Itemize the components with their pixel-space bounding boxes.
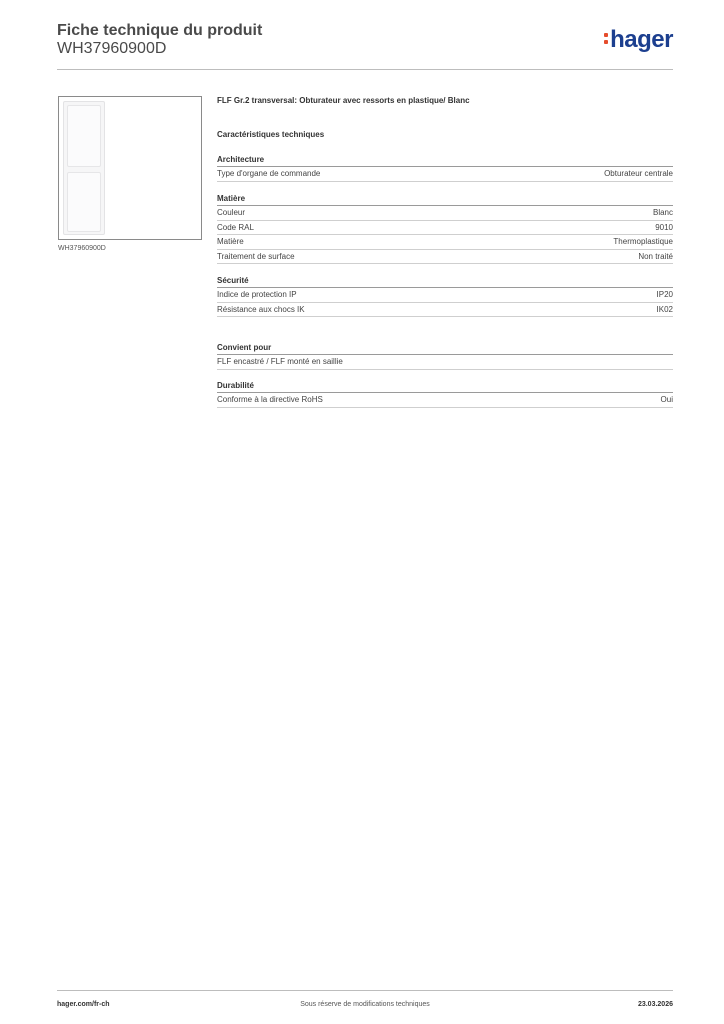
spec-row bbox=[217, 206, 673, 221]
shutter-icon bbox=[63, 101, 105, 235]
spec-value: 9010 bbox=[655, 222, 673, 232]
footer-date: 23.03.2026 bbox=[637, 1001, 673, 1008]
footer-notice: Sous réserve de modifications techniques bbox=[300, 1001, 430, 1008]
spec-row bbox=[217, 303, 673, 318]
image-caption: WH37960900D bbox=[58, 245, 106, 252]
spec-value: IK02 bbox=[656, 304, 673, 314]
group-title: Convient pour bbox=[217, 341, 673, 355]
product-code: WH37960900D bbox=[57, 40, 167, 57]
spec-label: Résistance aux chocs IK bbox=[217, 304, 305, 314]
document-title: Fiche technique du produit bbox=[57, 22, 263, 39]
spec-row bbox=[217, 250, 673, 265]
page-header bbox=[57, 20, 673, 70]
spec-label: Type d'organe de commande bbox=[217, 169, 321, 178]
spec-value: IP20 bbox=[656, 290, 673, 299]
group-title: Matière bbox=[217, 192, 673, 206]
group-architecture bbox=[217, 153, 673, 182]
logo-dots-icon bbox=[604, 32, 608, 46]
spec-row bbox=[217, 221, 673, 236]
specs-heading: Caractéristiques techniques bbox=[217, 130, 325, 139]
hager-logo bbox=[604, 27, 673, 53]
product-description: FLF Gr.2 transversal: Obturateur avec ressorts en plastique/ Blanc bbox=[217, 96, 470, 105]
spec-row bbox=[217, 288, 673, 303]
spec-value: Oui bbox=[660, 395, 673, 404]
group-durabilite bbox=[217, 379, 673, 408]
footer-website-link[interactable]: hager.com/fr-ch bbox=[57, 1001, 110, 1008]
spec-value: Obturateur centrale bbox=[604, 169, 673, 178]
logo-text: hager bbox=[610, 26, 673, 53]
spec-label: Code RAL bbox=[217, 222, 254, 232]
group-convient-pour bbox=[217, 341, 673, 370]
spec-row bbox=[217, 167, 673, 182]
page-footer bbox=[57, 990, 673, 1014]
spec-label: Couleur bbox=[217, 208, 246, 217]
spec-content bbox=[217, 95, 673, 404]
spec-value: Blanc bbox=[652, 208, 673, 217]
group-title: Durabilité bbox=[217, 379, 673, 393]
spec-row bbox=[217, 355, 673, 370]
spec-label: Conforme à la directive RoHS bbox=[217, 395, 323, 404]
group-securite bbox=[217, 274, 673, 317]
spec-label: Indice de protection IP bbox=[217, 290, 297, 299]
spec-label: FLF encastré / FLF monté en saillie bbox=[217, 357, 343, 366]
spec-value: Non traité bbox=[638, 251, 673, 261]
spec-row bbox=[217, 235, 673, 250]
group-matiere bbox=[217, 192, 673, 264]
product-image bbox=[58, 96, 202, 240]
spec-label: Matière bbox=[217, 237, 244, 246]
group-title: Sécurité bbox=[217, 274, 673, 288]
spec-value: Thermoplastique bbox=[613, 237, 673, 246]
spec-row bbox=[217, 393, 673, 408]
spec-label: Traitement de surface bbox=[217, 251, 295, 261]
group-title: Architecture bbox=[217, 153, 673, 167]
